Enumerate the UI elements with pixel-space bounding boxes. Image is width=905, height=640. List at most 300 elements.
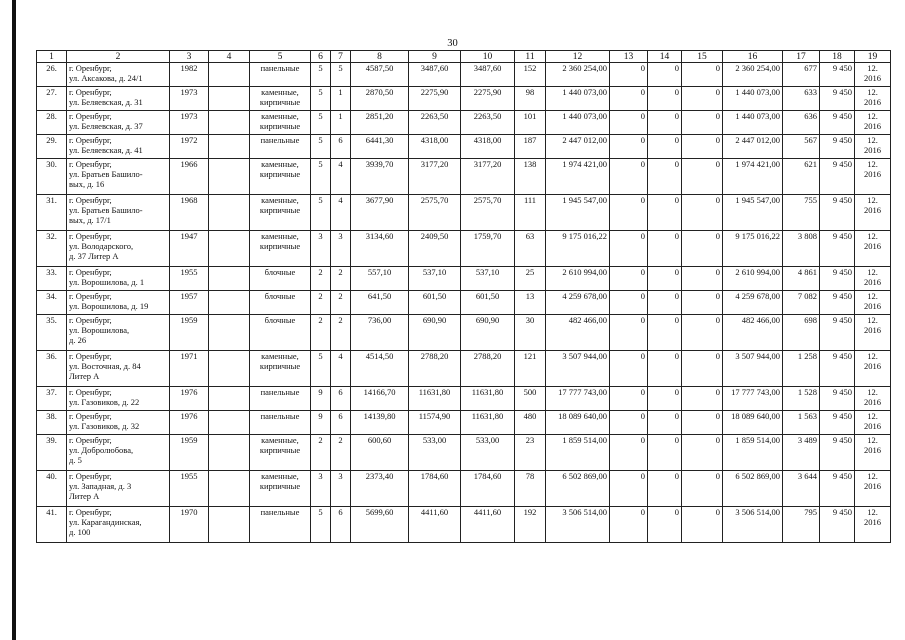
entrances-cell: 6 <box>331 387 351 411</box>
year-built-cell: 1947 <box>170 231 209 267</box>
total-cost-cell: 1 859 514,00 <box>546 435 610 471</box>
fund-cell: 0 <box>610 315 648 351</box>
address-cell: г. Оренбург, ул. Беляевская, д. 41 <box>67 135 170 159</box>
entrances-cell: 6 <box>331 507 351 543</box>
blank-cell <box>209 351 250 387</box>
address-cell: г. Оренбург, ул. Ворошилова, д. 19 <box>67 291 170 315</box>
wall-material-cell: панельные <box>250 63 311 87</box>
completion-period-cell: 12. 2016 <box>855 135 891 159</box>
local-budget-cell: 0 <box>682 63 723 87</box>
residents-cell: 480 <box>515 411 546 435</box>
address-cell: г. Оренбург, ул. Ворошилова, д. 26 <box>67 315 170 351</box>
residents-cell: 111 <box>515 195 546 231</box>
completion-period-cell: 12. 2016 <box>855 411 891 435</box>
residents-cell: 78 <box>515 471 546 507</box>
column-header: 17 <box>783 51 820 63</box>
living-area-cell: 2788,20 <box>409 351 461 387</box>
total-area-cell: 2851,20 <box>351 111 409 135</box>
fund-cell: 0 <box>610 87 648 111</box>
living-area-cell: 11574,90 <box>409 411 461 435</box>
table-row <box>37 291 891 315</box>
wall-material-cell: каменные, кирпичные <box>250 351 311 387</box>
residential-area-cell: 2275,90 <box>461 87 515 111</box>
living-area-cell: 601,50 <box>409 291 461 315</box>
total-area-cell: 3677,90 <box>351 195 409 231</box>
total-cost-cell: 18 089 640,00 <box>546 411 610 435</box>
year-built-cell: 1970 <box>170 507 209 543</box>
cost-limit-cell: 9 450 <box>820 231 855 267</box>
entrances-cell: 1 <box>331 111 351 135</box>
wall-material-cell: блочные <box>250 291 311 315</box>
floors-cell: 2 <box>311 291 331 315</box>
owners-funds-cell: 1 440 073,00 <box>723 87 783 111</box>
year-built-cell: 1976 <box>170 411 209 435</box>
living-area-cell: 4318,00 <box>409 135 461 159</box>
blank-cell <box>209 159 250 195</box>
residents-cell: 13 <box>515 291 546 315</box>
fund-cell: 0 <box>610 159 648 195</box>
column-header: 19 <box>855 51 891 63</box>
cost-per-m2-cell: 755 <box>783 195 820 231</box>
year-built-cell: 1972 <box>170 135 209 159</box>
floors-cell: 5 <box>311 507 331 543</box>
year-built-cell: 1966 <box>170 159 209 195</box>
residents-cell: 101 <box>515 111 546 135</box>
row-number: 40. <box>37 471 67 507</box>
residents-cell: 25 <box>515 267 546 291</box>
blank-cell <box>209 315 250 351</box>
entrances-cell: 1 <box>331 87 351 111</box>
blank-cell <box>209 387 250 411</box>
completion-period-cell: 12. 2016 <box>855 387 891 411</box>
residents-cell: 138 <box>515 159 546 195</box>
residential-area-cell: 4318,00 <box>461 135 515 159</box>
total-area-cell: 736,00 <box>351 315 409 351</box>
local-budget-cell: 0 <box>682 507 723 543</box>
local-budget-cell: 0 <box>682 471 723 507</box>
cost-limit-cell: 9 450 <box>820 291 855 315</box>
column-header: 8 <box>351 51 409 63</box>
total-area-cell: 557,10 <box>351 267 409 291</box>
completion-period-cell: 12. 2016 <box>855 111 891 135</box>
living-area-cell: 537,10 <box>409 267 461 291</box>
residential-area-cell: 1784,60 <box>461 471 515 507</box>
table-row <box>37 507 891 543</box>
total-cost-cell: 1 440 073,00 <box>546 111 610 135</box>
total-cost-cell: 2 360 254,00 <box>546 63 610 87</box>
row-number: 28. <box>37 111 67 135</box>
address-cell: г. Оренбург, ул. Беляевская, д. 37 <box>67 111 170 135</box>
cost-limit-cell: 9 450 <box>820 87 855 111</box>
local-budget-cell: 0 <box>682 231 723 267</box>
entrances-cell: 2 <box>331 291 351 315</box>
row-number: 39. <box>37 435 67 471</box>
row-number: 34. <box>37 291 67 315</box>
total-cost-cell: 6 502 869,00 <box>546 471 610 507</box>
row-number: 31. <box>37 195 67 231</box>
wall-material-cell: панельные <box>250 507 311 543</box>
fund-cell: 0 <box>610 291 648 315</box>
year-built-cell: 1982 <box>170 63 209 87</box>
fund-cell: 0 <box>610 111 648 135</box>
budget-cell: 0 <box>648 267 682 291</box>
table-row <box>37 315 891 351</box>
floors-cell: 5 <box>311 195 331 231</box>
row-number: 38. <box>37 411 67 435</box>
fund-cell: 0 <box>610 387 648 411</box>
living-area-cell: 3177,20 <box>409 159 461 195</box>
address-cell: г. Оренбург, ул. Газовиков, д. 32 <box>67 411 170 435</box>
wall-material-cell: каменные, кирпичные <box>250 159 311 195</box>
table-row <box>37 195 891 231</box>
living-area-cell: 4411,60 <box>409 507 461 543</box>
cost-per-m2-cell: 698 <box>783 315 820 351</box>
cost-limit-cell: 9 450 <box>820 195 855 231</box>
cost-limit-cell: 9 450 <box>820 111 855 135</box>
entrances-cell: 4 <box>331 159 351 195</box>
owners-funds-cell: 6 502 869,00 <box>723 471 783 507</box>
total-area-cell: 3939,70 <box>351 159 409 195</box>
wall-material-cell: панельные <box>250 411 311 435</box>
wall-material-cell: блочные <box>250 267 311 291</box>
budget-cell: 0 <box>648 507 682 543</box>
entrances-cell: 3 <box>331 231 351 267</box>
column-header: 16 <box>723 51 783 63</box>
scan-edge-bar <box>12 0 16 640</box>
owners-funds-cell: 2 360 254,00 <box>723 63 783 87</box>
total-area-cell: 600,60 <box>351 435 409 471</box>
completion-period-cell: 12. 2016 <box>855 87 891 111</box>
year-built-cell: 1976 <box>170 387 209 411</box>
cost-per-m2-cell: 1 563 <box>783 411 820 435</box>
total-area-cell: 3134,60 <box>351 231 409 267</box>
address-cell: г. Оренбург, ул. Аксакова, д. 24/1 <box>67 63 170 87</box>
total-cost-cell: 3 507 944,00 <box>546 351 610 387</box>
cost-limit-cell: 9 450 <box>820 411 855 435</box>
address-cell: г. Оренбург, ул. Газовиков, д. 22 <box>67 387 170 411</box>
blank-cell <box>209 195 250 231</box>
completion-period-cell: 12. 2016 <box>855 291 891 315</box>
row-number: 33. <box>37 267 67 291</box>
living-area-cell: 2263,50 <box>409 111 461 135</box>
completion-period-cell: 12. 2016 <box>855 507 891 543</box>
fund-cell: 0 <box>610 507 648 543</box>
cost-limit-cell: 9 450 <box>820 507 855 543</box>
local-budget-cell: 0 <box>682 351 723 387</box>
wall-material-cell: панельные <box>250 135 311 159</box>
cost-per-m2-cell: 677 <box>783 63 820 87</box>
blank-cell <box>209 291 250 315</box>
local-budget-cell: 0 <box>682 315 723 351</box>
local-budget-cell: 0 <box>682 267 723 291</box>
total-area-cell: 5699,60 <box>351 507 409 543</box>
owners-funds-cell: 482 466,00 <box>723 315 783 351</box>
total-cost-cell: 17 777 743,00 <box>546 387 610 411</box>
living-area-cell: 690,90 <box>409 315 461 351</box>
wall-material-cell: каменные, кирпичные <box>250 195 311 231</box>
year-built-cell: 1957 <box>170 291 209 315</box>
column-header: 4 <box>209 51 250 63</box>
year-built-cell: 1955 <box>170 471 209 507</box>
wall-material-cell: каменные, кирпичные <box>250 87 311 111</box>
column-header: 5 <box>250 51 311 63</box>
blank-cell <box>209 135 250 159</box>
page-number: 30 <box>447 38 458 49</box>
entrances-cell: 2 <box>331 435 351 471</box>
cost-per-m2-cell: 567 <box>783 135 820 159</box>
wall-material-cell: каменные, кирпичные <box>250 231 311 267</box>
owners-funds-cell: 2 447 012,00 <box>723 135 783 159</box>
row-number: 26. <box>37 63 67 87</box>
budget-cell: 0 <box>648 111 682 135</box>
floors-cell: 5 <box>311 63 331 87</box>
column-header: 11 <box>515 51 546 63</box>
residents-cell: 121 <box>515 351 546 387</box>
living-area-cell: 2575,70 <box>409 195 461 231</box>
row-number: 27. <box>37 87 67 111</box>
budget-cell: 0 <box>648 435 682 471</box>
residents-cell: 23 <box>515 435 546 471</box>
completion-period-cell: 12. 2016 <box>855 315 891 351</box>
address-cell: г. Оренбург, ул. Западная, д. 3 Литер А <box>67 471 170 507</box>
year-built-cell: 1973 <box>170 111 209 135</box>
owners-funds-cell: 2 610 994,00 <box>723 267 783 291</box>
completion-period-cell: 12. 2016 <box>855 351 891 387</box>
wall-material-cell: панельные <box>250 387 311 411</box>
column-header: 9 <box>409 51 461 63</box>
floors-cell: 5 <box>311 159 331 195</box>
budget-cell: 0 <box>648 195 682 231</box>
floors-cell: 2 <box>311 267 331 291</box>
total-cost-cell: 1 440 073,00 <box>546 87 610 111</box>
wall-material-cell: каменные, кирпичные <box>250 471 311 507</box>
year-built-cell: 1971 <box>170 351 209 387</box>
residents-cell: 98 <box>515 87 546 111</box>
completion-period-cell: 12. 2016 <box>855 63 891 87</box>
total-cost-cell: 2 447 012,00 <box>546 135 610 159</box>
cost-limit-cell: 9 450 <box>820 387 855 411</box>
entrances-cell: 4 <box>331 351 351 387</box>
budget-cell: 0 <box>648 231 682 267</box>
fund-cell: 0 <box>610 195 648 231</box>
living-area-cell: 533,00 <box>409 435 461 471</box>
residential-area-cell: 1759,70 <box>461 231 515 267</box>
floors-cell: 5 <box>311 351 331 387</box>
residential-area-cell: 3177,20 <box>461 159 515 195</box>
owners-funds-cell: 17 777 743,00 <box>723 387 783 411</box>
living-area-cell: 2409,50 <box>409 231 461 267</box>
living-area-cell: 1784,60 <box>409 471 461 507</box>
cost-per-m2-cell: 3 644 <box>783 471 820 507</box>
cost-limit-cell: 9 450 <box>820 135 855 159</box>
year-built-cell: 1968 <box>170 195 209 231</box>
residents-cell: 187 <box>515 135 546 159</box>
entrances-cell: 4 <box>331 195 351 231</box>
register-body <box>37 63 891 543</box>
address-cell: г. Оренбург, ул. Беляевская, д. 31 <box>67 87 170 111</box>
residents-cell: 500 <box>515 387 546 411</box>
row-number: 30. <box>37 159 67 195</box>
column-header: 14 <box>648 51 682 63</box>
floors-cell: 9 <box>311 411 331 435</box>
budget-cell: 0 <box>648 291 682 315</box>
blank-cell <box>209 111 250 135</box>
fund-cell: 0 <box>610 63 648 87</box>
blank-cell <box>209 231 250 267</box>
cost-per-m2-cell: 7 082 <box>783 291 820 315</box>
fund-cell: 0 <box>610 351 648 387</box>
completion-period-cell: 12. 2016 <box>855 471 891 507</box>
column-header: 7 <box>331 51 351 63</box>
wall-material-cell: блочные <box>250 315 311 351</box>
table-row <box>37 159 891 195</box>
fund-cell: 0 <box>610 135 648 159</box>
column-header: 2 <box>67 51 170 63</box>
address-cell: г. Оренбург, ул. Карагандинская, д. 100 <box>67 507 170 543</box>
budget-cell: 0 <box>648 315 682 351</box>
blank-cell <box>209 87 250 111</box>
cost-per-m2-cell: 621 <box>783 159 820 195</box>
table-row <box>37 387 891 411</box>
local-budget-cell: 0 <box>682 87 723 111</box>
address-cell: г. Оренбург, ул. Добролюбова, д. 5 <box>67 435 170 471</box>
table-row <box>37 411 891 435</box>
column-header: 1 <box>37 51 67 63</box>
local-budget-cell: 0 <box>682 159 723 195</box>
owners-funds-cell: 18 089 640,00 <box>723 411 783 435</box>
total-cost-cell: 1 945 547,00 <box>546 195 610 231</box>
fund-cell: 0 <box>610 231 648 267</box>
column-header: 3 <box>170 51 209 63</box>
budget-cell: 0 <box>648 135 682 159</box>
floors-cell: 5 <box>311 135 331 159</box>
table-row <box>37 471 891 507</box>
total-cost-cell: 3 506 514,00 <box>546 507 610 543</box>
row-number: 29. <box>37 135 67 159</box>
blank-cell <box>209 435 250 471</box>
blank-cell <box>209 411 250 435</box>
total-area-cell: 14139,80 <box>351 411 409 435</box>
fund-cell: 0 <box>610 435 648 471</box>
address-cell: г. Оренбург, ул. Восточная, д. 84 Литер А <box>67 351 170 387</box>
table-row <box>37 135 891 159</box>
local-budget-cell: 0 <box>682 435 723 471</box>
table-row <box>37 63 891 87</box>
completion-period-cell: 12. 2016 <box>855 159 891 195</box>
fund-cell: 0 <box>610 471 648 507</box>
cost-limit-cell: 9 450 <box>820 351 855 387</box>
total-cost-cell: 482 466,00 <box>546 315 610 351</box>
total-cost-cell: 1 974 421,00 <box>546 159 610 195</box>
blank-cell <box>209 267 250 291</box>
total-cost-cell: 9 175 016,22 <box>546 231 610 267</box>
fund-cell: 0 <box>610 267 648 291</box>
living-area-cell: 11631,80 <box>409 387 461 411</box>
floors-cell: 3 <box>311 471 331 507</box>
completion-period-cell: 12. 2016 <box>855 195 891 231</box>
budget-cell: 0 <box>648 471 682 507</box>
cost-limit-cell: 9 450 <box>820 315 855 351</box>
residential-area-cell: 11631,80 <box>461 411 515 435</box>
cost-per-m2-cell: 636 <box>783 111 820 135</box>
year-built-cell: 1959 <box>170 315 209 351</box>
cost-per-m2-cell: 1 528 <box>783 387 820 411</box>
residential-area-cell: 11631,80 <box>461 387 515 411</box>
residents-cell: 63 <box>515 231 546 267</box>
cost-limit-cell: 9 450 <box>820 159 855 195</box>
entrances-cell: 2 <box>331 267 351 291</box>
table-row <box>37 435 891 471</box>
cost-limit-cell: 9 450 <box>820 471 855 507</box>
cost-per-m2-cell: 4 861 <box>783 267 820 291</box>
residents-cell: 152 <box>515 63 546 87</box>
local-budget-cell: 0 <box>682 291 723 315</box>
entrances-cell: 3 <box>331 471 351 507</box>
cost-per-m2-cell: 3 489 <box>783 435 820 471</box>
completion-period-cell: 12. 2016 <box>855 231 891 267</box>
cost-per-m2-cell: 1 258 <box>783 351 820 387</box>
total-area-cell: 6441,30 <box>351 135 409 159</box>
cost-limit-cell: 9 450 <box>820 435 855 471</box>
address-cell: г. Оренбург, ул. Володарского, д. 37 Литер А <box>67 231 170 267</box>
floors-cell: 2 <box>311 315 331 351</box>
floors-cell: 5 <box>311 111 331 135</box>
blank-cell <box>209 507 250 543</box>
cost-per-m2-cell: 3 808 <box>783 231 820 267</box>
floors-cell: 2 <box>311 435 331 471</box>
living-area-cell: 2275,90 <box>409 87 461 111</box>
budget-cell: 0 <box>648 351 682 387</box>
total-area-cell: 2373,40 <box>351 471 409 507</box>
housing-register-table <box>36 50 891 543</box>
entrances-cell: 6 <box>331 135 351 159</box>
residential-area-cell: 3487,60 <box>461 63 515 87</box>
wall-material-cell: каменные, кирпичные <box>250 111 311 135</box>
total-area-cell: 641,50 <box>351 291 409 315</box>
residential-area-cell: 2575,70 <box>461 195 515 231</box>
column-header: 10 <box>461 51 515 63</box>
total-area-cell: 4587,50 <box>351 63 409 87</box>
total-cost-cell: 4 259 678,00 <box>546 291 610 315</box>
wall-material-cell: каменные, кирпичные <box>250 435 311 471</box>
owners-funds-cell: 1 859 514,00 <box>723 435 783 471</box>
residential-area-cell: 533,00 <box>461 435 515 471</box>
table-row <box>37 87 891 111</box>
row-number: 41. <box>37 507 67 543</box>
residential-area-cell: 4411,60 <box>461 507 515 543</box>
address-cell: г. Оренбург, ул. Братьев Башило- вых, д. 16 <box>67 159 170 195</box>
completion-period-cell: 12. 2016 <box>855 267 891 291</box>
column-header: 15 <box>682 51 723 63</box>
local-budget-cell: 0 <box>682 387 723 411</box>
row-number: 36. <box>37 351 67 387</box>
budget-cell: 0 <box>648 87 682 111</box>
budget-cell: 0 <box>648 159 682 195</box>
cost-limit-cell: 9 450 <box>820 267 855 291</box>
budget-cell: 0 <box>648 411 682 435</box>
entrances-cell: 5 <box>331 63 351 87</box>
budget-cell: 0 <box>648 387 682 411</box>
address-cell: г. Оренбург, ул. Братьев Башило- вых, д. 17/1 <box>67 195 170 231</box>
residents-cell: 192 <box>515 507 546 543</box>
floors-cell: 5 <box>311 87 331 111</box>
cost-limit-cell: 9 450 <box>820 63 855 87</box>
residential-area-cell: 2263,50 <box>461 111 515 135</box>
owners-funds-cell: 9 175 016,22 <box>723 231 783 267</box>
column-number-row <box>37 51 891 63</box>
total-area-cell: 2870,50 <box>351 87 409 111</box>
table-row <box>37 231 891 267</box>
